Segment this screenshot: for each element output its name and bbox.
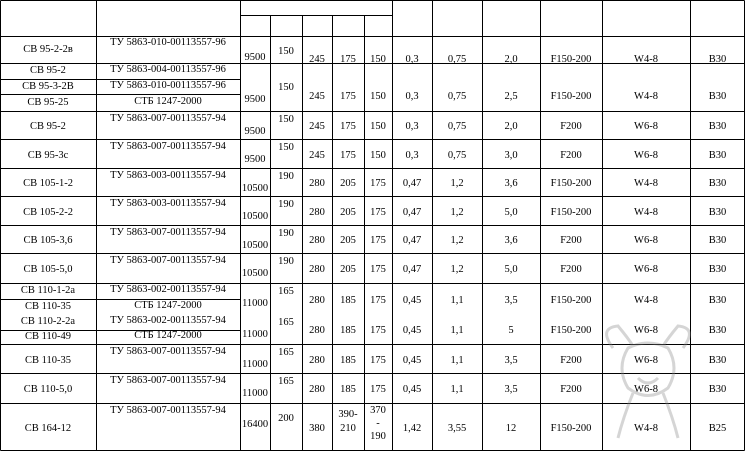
cell-volume: 0,3 bbox=[405, 121, 419, 132]
cell-frost: F150-200 bbox=[550, 423, 592, 434]
cell-volume: 0,47 bbox=[402, 264, 422, 275]
cell-name: СВ 110-5,0 bbox=[23, 384, 73, 395]
cell-moment: 3,6 bbox=[504, 235, 518, 246]
cell-h1: 175 bbox=[370, 178, 386, 189]
cell-water: W6-8 bbox=[634, 325, 658, 336]
cell-doc: ТУ 5863-007-00113557-94 bbox=[110, 255, 226, 266]
cell-mass: 1,1 bbox=[450, 354, 464, 366]
cell-width: 150 bbox=[278, 114, 294, 125]
cell-moment: 5,0 bbox=[504, 264, 518, 275]
cell-moment: 3,5 bbox=[504, 384, 518, 395]
cell-moment: 3,5 bbox=[504, 354, 518, 366]
cell-t: 380 bbox=[309, 423, 325, 434]
cell-water: W6-8 bbox=[634, 235, 658, 246]
cell-length: 10500 bbox=[241, 240, 269, 251]
cell-h1: 175 bbox=[370, 264, 386, 275]
cell-h1: - bbox=[376, 418, 380, 429]
cell-h: 205 bbox=[340, 206, 356, 218]
cell-length: 16400 bbox=[241, 419, 269, 430]
cell-water: W6-8 bbox=[634, 264, 658, 275]
cell-class: В30 bbox=[708, 121, 727, 132]
cell-length: 10500 bbox=[241, 268, 269, 279]
cell-water: W4-8 bbox=[634, 178, 658, 189]
cell-name: СВ 95-2-2в bbox=[23, 43, 73, 55]
cell-doc: ТУ 5863-007-00113557-94 bbox=[110, 375, 226, 386]
cell-mass: 1,2 bbox=[450, 235, 464, 246]
cell-doc: ТУ 5863-007-00113557-94 bbox=[110, 346, 226, 357]
cell-class: В30 bbox=[708, 384, 727, 395]
cell-length: 11000 bbox=[242, 298, 268, 309]
cell-class: В30 bbox=[708, 235, 727, 246]
cell-mass: 0,75 bbox=[447, 91, 467, 102]
cell-moment: 2,5 bbox=[504, 91, 518, 102]
cell-length: 9500 bbox=[244, 126, 266, 137]
cell-doc: СТБ 1247-2000 bbox=[134, 95, 202, 107]
cell-name: СВ 105-2-2 bbox=[23, 206, 73, 218]
cell-doc: ТУ 5863-002-00113557-94 bbox=[110, 284, 226, 295]
cell-mass: 1,2 bbox=[450, 206, 464, 218]
cell-class: В30 bbox=[708, 264, 727, 275]
cell-frost: F200 bbox=[560, 384, 582, 395]
cell-name: СВ 95-3с bbox=[27, 149, 69, 161]
cell-width: 150 bbox=[278, 46, 294, 57]
cell-doc: ТУ 5863-002-00113557-94 bbox=[110, 315, 226, 326]
cell-h1: 175 bbox=[370, 354, 386, 366]
cell-doc: ТУ 5863-010-00113557-96 bbox=[110, 37, 226, 48]
cell-length: 10500 bbox=[241, 211, 269, 222]
cell-width: 190 bbox=[278, 199, 294, 210]
cell-volume: 0,3 bbox=[405, 149, 419, 161]
cell-h1: 190 bbox=[370, 431, 386, 442]
cell-moment: 2,0 bbox=[504, 53, 518, 65]
cell-name: СВ 164-12 bbox=[24, 423, 72, 434]
cell-h: 205 bbox=[340, 264, 356, 275]
cell-volume: 0,45 bbox=[402, 354, 422, 366]
cell-width: 150 bbox=[278, 142, 294, 153]
cell-h: 185 bbox=[340, 354, 356, 366]
cell-h1: 175 bbox=[370, 325, 386, 336]
cell-class: В30 bbox=[708, 149, 727, 161]
cell-h1: 150 bbox=[370, 149, 386, 161]
cell-name: СВ 105-1-2 bbox=[23, 178, 73, 189]
cell-h: 175 bbox=[340, 149, 356, 161]
cell-moment: 2,0 bbox=[504, 121, 518, 132]
cell-volume: 0,47 bbox=[402, 206, 422, 218]
cell-length: 11000 bbox=[242, 359, 268, 370]
cell-mass: 3,55 bbox=[447, 423, 467, 434]
cell-h1: 175 bbox=[370, 294, 386, 306]
cell-mass: 0,75 bbox=[447, 121, 467, 132]
cell-length: 9500 bbox=[244, 52, 266, 63]
cell-name: СВ 110-1-2а bbox=[20, 285, 76, 296]
cell-water: W6-8 bbox=[634, 384, 658, 395]
cell-mass: 0,75 bbox=[447, 149, 467, 161]
cell-class: В30 bbox=[708, 325, 727, 336]
cell-t: 280 bbox=[309, 325, 325, 336]
cell-length: 9500 bbox=[244, 154, 266, 165]
cell-water: W4-8 bbox=[634, 53, 658, 65]
cell-name: СВ 110-49 bbox=[25, 331, 71, 342]
cell-length: 9500 bbox=[244, 94, 266, 105]
cell-h: 175 bbox=[340, 121, 356, 132]
cell-class: В30 bbox=[708, 206, 727, 218]
cell-h1: 175 bbox=[370, 384, 386, 395]
cell-length: 11000 bbox=[242, 388, 268, 399]
cell-water: W4-8 bbox=[634, 91, 658, 102]
cell-t: 280 bbox=[309, 206, 325, 218]
cell-h: 205 bbox=[340, 235, 356, 246]
cell-name: СВ 110-2-2а bbox=[20, 316, 76, 327]
cell-class: В30 bbox=[708, 91, 727, 102]
cell-moment: 5 bbox=[508, 325, 514, 336]
cell-name: СВ 105-5,0 bbox=[23, 264, 73, 275]
cell-h: 175 bbox=[340, 53, 356, 65]
cell-h: 390- bbox=[338, 409, 358, 420]
cell-name: СВ 95-3-2В bbox=[22, 80, 74, 92]
cell-name: СВ 95-2 bbox=[30, 65, 66, 76]
bull-logo-icon bbox=[588, 318, 708, 448]
cell-h1: 175 bbox=[370, 206, 386, 218]
cell-t: 245 bbox=[309, 121, 325, 132]
cell-water: W4-8 bbox=[634, 423, 658, 434]
cell-doc: ТУ 5863-010-00113557-96 bbox=[110, 80, 226, 91]
cell-water: W4-8 bbox=[634, 294, 658, 306]
cell-volume: 1,42 bbox=[402, 423, 422, 434]
cell-name: СВ 110-35 bbox=[25, 354, 71, 366]
cell-h1: 150 bbox=[370, 121, 386, 132]
cell-mass: 1,1 bbox=[450, 384, 464, 395]
cell-t: 280 bbox=[309, 178, 325, 189]
cell-water: W4-8 bbox=[634, 206, 658, 218]
cell-frost: F200 bbox=[560, 264, 582, 275]
cell-water: W6-8 bbox=[634, 149, 658, 161]
cell-h1: 150 bbox=[370, 53, 386, 65]
cell-doc: ТУ 5863-007-00113557-94 bbox=[110, 141, 226, 152]
cell-t: 280 bbox=[309, 354, 325, 366]
cell-volume: 0,45 bbox=[402, 384, 422, 395]
cell-class: В25 bbox=[708, 423, 727, 434]
cell-mass: 1,1 bbox=[450, 325, 464, 336]
cell-doc: ТУ 5863-003-00113557-94 bbox=[110, 170, 226, 181]
cell-h: 210 bbox=[340, 423, 356, 434]
cell-h1: 150 bbox=[370, 91, 386, 102]
cell-h1: 175 bbox=[370, 235, 386, 246]
cell-doc: СТБ 1247-2000 bbox=[134, 299, 202, 311]
cell-frost: F150-200 bbox=[550, 325, 592, 336]
cell-t: 245 bbox=[309, 149, 325, 161]
cell-volume: 0,3 bbox=[405, 91, 419, 102]
cell-doc: ТУ 5863-007-00113557-94 bbox=[110, 405, 226, 416]
cell-frost: F150-200 bbox=[550, 294, 592, 306]
cell-width: 165 bbox=[278, 347, 294, 358]
cell-mass: 0,75 bbox=[447, 53, 467, 65]
cell-frost: F150-200 bbox=[550, 178, 592, 189]
cell-doc: ТУ 5863-007-00113557-94 bbox=[110, 227, 226, 238]
cell-doc: ТУ 5863-004-00113557-96 bbox=[110, 64, 226, 75]
cell-frost: F200 bbox=[560, 235, 582, 246]
cell-class: В30 bbox=[708, 53, 727, 65]
cell-t: 245 bbox=[309, 53, 325, 65]
cell-width: 200 bbox=[278, 413, 294, 424]
cell-width: 190 bbox=[278, 256, 294, 267]
cell-mass: 1,2 bbox=[450, 264, 464, 275]
cell-volume: 0,47 bbox=[402, 235, 422, 246]
cell-frost: F200 bbox=[560, 149, 582, 161]
cell-water: W6-8 bbox=[634, 121, 658, 132]
cell-width: 150 bbox=[278, 82, 294, 93]
cell-frost: F200 bbox=[560, 121, 582, 132]
cell-t: 280 bbox=[309, 235, 325, 246]
cell-moment: 12 bbox=[505, 423, 517, 434]
cell-doc: ТУ 5863-007-00113557-94 bbox=[110, 113, 226, 124]
cell-mass: 1,2 bbox=[450, 178, 464, 189]
cell-moment: 3,6 bbox=[504, 178, 518, 189]
cell-moment: 3,0 bbox=[504, 149, 518, 161]
cell-name: СВ 95-25 bbox=[27, 96, 69, 108]
cell-class: В30 bbox=[708, 294, 727, 306]
cell-width: 165 bbox=[278, 286, 294, 297]
cell-volume: 0,47 bbox=[402, 178, 422, 189]
cell-frost: F150-200 bbox=[550, 91, 592, 102]
cell-h: 185 bbox=[340, 294, 356, 306]
cell-t: 280 bbox=[309, 264, 325, 275]
cell-class: В30 bbox=[708, 354, 727, 366]
cell-t: 280 bbox=[309, 384, 325, 395]
cell-moment: 3,5 bbox=[504, 294, 518, 306]
cell-h: 175 bbox=[340, 91, 356, 102]
cell-h1: 370 bbox=[370, 405, 386, 416]
cell-h: 185 bbox=[340, 384, 356, 395]
cell-name: СВ 110-35 bbox=[25, 300, 71, 312]
cell-volume: 0,3 bbox=[405, 53, 419, 65]
cell-class: В30 bbox=[708, 178, 727, 189]
cell-h: 205 bbox=[340, 178, 356, 189]
cell-name: СВ 105-3,6 bbox=[23, 235, 73, 246]
cell-length: 10500 bbox=[241, 183, 269, 194]
cell-volume: 0,45 bbox=[402, 294, 422, 306]
cell-width: 190 bbox=[278, 228, 294, 239]
cell-mass: 1,1 bbox=[450, 294, 464, 306]
cell-water: W6-8 bbox=[634, 354, 658, 366]
cell-width: 165 bbox=[278, 317, 294, 328]
cell-t: 245 bbox=[309, 91, 325, 102]
cell-width: 190 bbox=[278, 171, 294, 182]
cell-width: 165 bbox=[278, 376, 294, 387]
cell-frost: F150-200 bbox=[550, 206, 592, 218]
cell-frost: F200 bbox=[560, 354, 582, 366]
cell-h: 185 bbox=[340, 325, 356, 336]
cell-frost: F150-200 bbox=[550, 53, 592, 65]
cell-doc: ТУ 5863-003-00113557-94 bbox=[110, 198, 226, 209]
cell-volume: 0,45 bbox=[402, 325, 422, 336]
cell-name: СВ 95-2 bbox=[30, 121, 66, 132]
cell-moment: 5,0 bbox=[504, 206, 518, 218]
cell-length: 11000 bbox=[242, 329, 268, 340]
cell-doc: СТБ 1247-2000 bbox=[134, 330, 202, 341]
cell-t: 280 bbox=[309, 294, 325, 306]
